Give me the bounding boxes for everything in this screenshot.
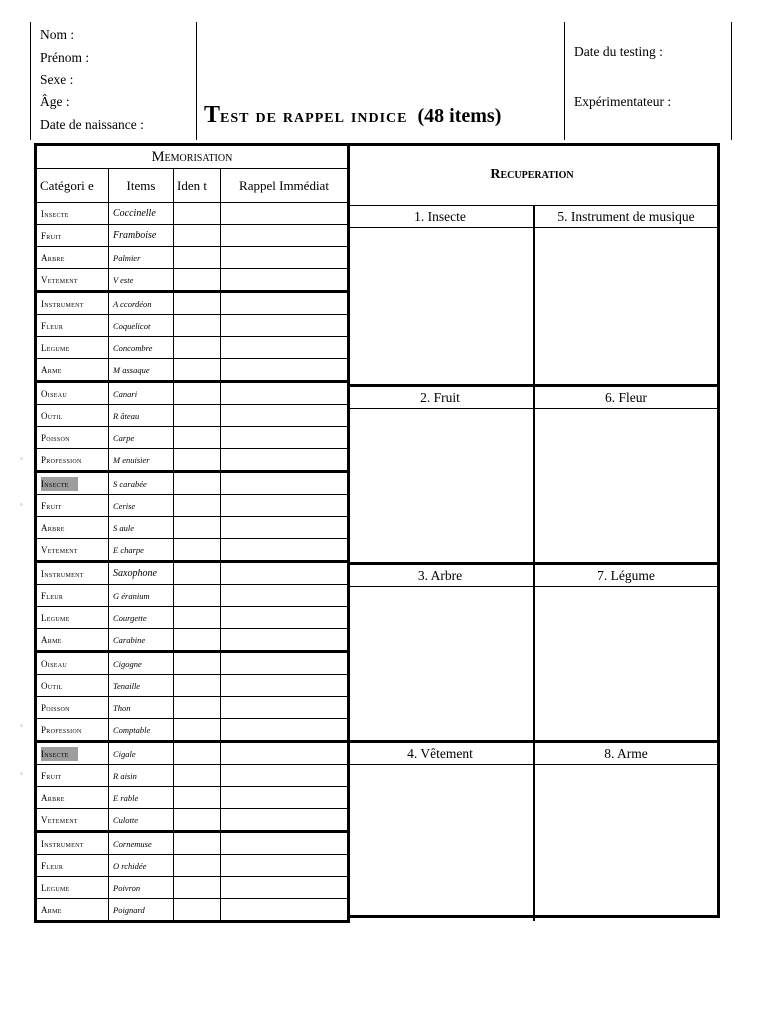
item-cell: S aule [109,517,174,539]
category-cell [36,449,109,472]
table-row [36,697,349,719]
category-label: Profession [41,454,82,465]
recall-category-vetement: 4. Vêtement [347,743,533,765]
table-row [36,675,349,697]
col-header-ident: Iden t [174,169,221,203]
category-cell [36,517,109,539]
category-label: Arbre [41,252,65,263]
item-cell: Framboise [109,225,174,247]
rappel-cell[interactable] [221,517,349,539]
table-row [36,539,349,562]
rappel-cell[interactable] [221,652,349,675]
recall-category-fleur: 6. Fleur [533,387,717,409]
recall-category-arbre: 3. Arbre [347,565,533,587]
table-row [36,269,349,292]
ident-cell[interactable] [174,315,221,337]
table-row [36,585,349,607]
category-cell [36,315,109,337]
recall-block [347,206,717,384]
ident-cell[interactable] [174,247,221,269]
item-cell: Culotte [109,809,174,832]
field-experimentateur: Expérimentateur : [574,94,672,109]
rappel-cell[interactable] [221,607,349,629]
field-sexe: Sexe : [40,72,74,87]
ident-cell[interactable] [174,719,221,742]
rappel-cell[interactable] [221,225,349,247]
item-cell: M enuisier [109,449,174,472]
category-label: Legume [41,612,70,623]
category-cell [36,562,109,585]
ident-cell[interactable] [174,449,221,472]
col-header-rappel: Rappel Immédiat [221,169,349,203]
rappel-cell[interactable] [221,539,349,562]
item-cell: V este [109,269,174,292]
item-cell: Carabine [109,629,174,652]
item-cell: O rchidée [109,855,174,877]
table-row [36,809,349,832]
category-cell [36,765,109,787]
item-cell: Concombre [109,337,174,359]
category-cell [36,539,109,562]
item-cell: A ccordéon [109,292,174,315]
category-label: Fruit [41,230,62,241]
category-label: Fleur [41,320,64,331]
table-row [36,899,349,922]
rappel-cell[interactable] [221,697,349,719]
ident-cell[interactable] [174,292,221,315]
category-cell [36,292,109,315]
category-label: Vetement [41,274,78,285]
rappel-cell[interactable] [221,449,349,472]
item-cell: Courgette [109,607,174,629]
column-divider [533,765,535,921]
ident-cell[interactable] [174,675,221,697]
testing-box [564,22,732,140]
category-label: Oiseau [41,658,67,669]
rappel-cell[interactable] [221,787,349,809]
recall-category-instrument: 5. Instrument de musique [533,206,717,228]
memorisation-title: Memorisation [36,145,349,169]
recall-category-legume: 7. Légume [533,565,717,587]
ident-cell[interactable] [174,855,221,877]
table-row [36,359,349,382]
identity-box [30,22,197,140]
item-cell: S carabée [109,472,174,495]
rappel-cell[interactable] [221,315,349,337]
item-cell: E rable [109,787,174,809]
item-cell: Saxophone [109,562,174,585]
recall-category-fruit: 2. Fruit [347,387,533,409]
table-row [36,877,349,899]
table-row [36,742,349,765]
item-cell: R aisin [109,765,174,787]
category-label: Insecte [41,208,69,219]
ident-cell[interactable] [174,359,221,382]
item-cell: R âteau [109,405,174,427]
ident-cell[interactable] [174,809,221,832]
table-row [36,247,349,269]
table-row [36,337,349,359]
item-cell: Poignard [109,899,174,922]
category-cell [36,472,109,495]
recall-block [347,740,717,921]
ident-cell[interactable] [174,269,221,292]
item-cell: Thon [109,697,174,719]
ident-cell[interactable] [174,203,221,225]
ident-cell[interactable] [174,899,221,922]
item-cell: G éranium [109,585,174,607]
category-cell [36,225,109,247]
category-cell [36,899,109,922]
category-label: Legume [41,342,70,353]
ident-cell[interactable] [174,405,221,427]
table-row [36,495,349,517]
rappel-cell[interactable] [221,269,349,292]
category-label: Instrument [41,568,84,579]
ident-cell[interactable] [174,225,221,247]
category-label: Profession [41,724,82,735]
margin-mark: ◦ [20,454,23,463]
recall-category-arme: 8. Arme [533,743,717,765]
rappel-cell[interactable] [221,359,349,382]
ident-cell[interactable] [174,832,221,855]
table-row [36,315,349,337]
category-label: Insecte [41,747,78,761]
table-row [36,629,349,652]
category-label: Fruit [41,500,62,511]
table-row [36,225,349,247]
table-row [36,427,349,449]
category-label: Instrument [41,298,84,309]
recall-block [347,384,717,562]
rappel-cell[interactable] [221,719,349,742]
item-cell: Cerise [109,495,174,517]
item-cell: Carpe [109,427,174,449]
field-age: Âge : [40,94,70,109]
category-label: Vetement [41,544,78,555]
category-cell [36,855,109,877]
field-date-naissance: Date de naissance : [40,117,144,132]
title-count: (48 items) [417,105,502,127]
category-cell [36,337,109,359]
category-cell [36,697,109,719]
ident-cell[interactable] [174,562,221,585]
category-cell [36,675,109,697]
category-cell [36,203,109,225]
field-date-testing: Date du testing : [574,44,663,59]
category-cell [36,652,109,675]
category-label: Fleur [41,860,64,871]
table-row [36,719,349,742]
title-initial: T [204,102,221,128]
category-label: Fleur [41,590,64,601]
table-row [36,652,349,675]
recall-category-insecte: 1. Insecte [347,206,533,228]
item-cell: Cigogne [109,652,174,675]
rappel-cell[interactable] [221,742,349,765]
rappel-cell[interactable] [221,382,349,405]
rappel-cell[interactable] [221,405,349,427]
ident-cell[interactable] [174,427,221,449]
category-cell [36,719,109,742]
rappel-cell[interactable] [221,629,349,652]
title-text: est de rappel indice [220,105,408,127]
rappel-cell[interactable] [221,877,349,899]
rappel-cell[interactable] [221,855,349,877]
category-cell [36,359,109,382]
table-row [36,855,349,877]
rappel-cell[interactable] [221,832,349,855]
item-cell: E charpe [109,539,174,562]
item-cell: Comptable [109,719,174,742]
item-cell: M assaque [109,359,174,382]
ident-cell[interactable] [174,787,221,809]
column-divider [533,587,535,740]
rappel-cell[interactable] [221,765,349,787]
category-cell [36,629,109,652]
rappel-cell[interactable] [221,495,349,517]
column-divider [533,228,535,384]
category-label: Fruit [41,770,62,781]
ident-cell[interactable] [174,472,221,495]
item-cell: Coccinelle [109,203,174,225]
ident-cell[interactable] [174,742,221,765]
category-label: Arme [41,634,62,645]
rappel-cell[interactable] [221,675,349,697]
ident-cell[interactable] [174,337,221,359]
ident-cell[interactable] [174,652,221,675]
category-label: Oiseau [41,388,67,399]
rappel-cell[interactable] [221,337,349,359]
category-label: Arme [41,904,62,915]
recuperation-title: Recuperation [347,146,717,206]
category-label: Poisson [41,432,70,443]
col-header-categorie: Catégori e [36,169,109,203]
table-row [36,405,349,427]
item-cell: Cigale [109,742,174,765]
table-row [36,765,349,787]
category-cell [36,742,109,765]
ident-cell[interactable] [174,382,221,405]
rappel-cell[interactable] [221,472,349,495]
rappel-cell[interactable] [221,899,349,922]
item-cell: Poivron [109,877,174,899]
category-label: Legume [41,882,70,893]
category-cell [36,382,109,405]
table-row [36,517,349,539]
field-nom: Nom : [40,27,75,42]
rappel-cell[interactable] [221,809,349,832]
category-cell [36,607,109,629]
category-cell [36,585,109,607]
recall-block [347,562,717,740]
category-label: Arbre [41,522,65,533]
rappel-cell[interactable] [221,247,349,269]
category-cell [36,832,109,855]
item-cell: Cornemuse [109,832,174,855]
recuperation-panel [347,143,720,918]
page-title [204,102,501,129]
margin-mark: ◦ [20,500,23,509]
category-label: Outil [41,410,63,421]
category-label: Outil [41,680,63,691]
category-label: Arbre [41,792,65,803]
item-cell: Tenaille [109,675,174,697]
category-cell [36,247,109,269]
category-cell [36,877,109,899]
rappel-cell[interactable] [221,203,349,225]
rappel-cell[interactable] [221,562,349,585]
table-row [36,382,349,405]
category-label: Insecte [41,477,78,491]
memorisation-table [34,143,350,923]
table-row [36,607,349,629]
table-row [36,449,349,472]
margin-mark: ◦ [20,721,23,730]
table-row [36,562,349,585]
category-label: Arme [41,364,62,375]
column-divider [533,409,535,562]
category-cell [36,405,109,427]
category-cell [36,809,109,832]
ident-cell[interactable] [174,877,221,899]
category-label: Poisson [41,702,70,713]
category-cell [36,269,109,292]
rappel-cell[interactable] [221,292,349,315]
table-row [36,292,349,315]
category-cell [36,495,109,517]
category-cell [36,787,109,809]
ident-cell[interactable] [174,495,221,517]
rappel-cell[interactable] [221,427,349,449]
ident-cell[interactable] [174,697,221,719]
table-row [36,787,349,809]
ident-cell[interactable] [174,765,221,787]
rappel-cell[interactable] [221,585,349,607]
ident-cell[interactable] [174,629,221,652]
col-header-items: Items [109,169,174,203]
category-label: Instrument [41,838,84,849]
table-row [36,203,349,225]
category-label: Vetement [41,814,78,825]
ident-cell[interactable] [174,585,221,607]
item-cell: Palmier [109,247,174,269]
ident-cell[interactable] [174,539,221,562]
category-cell [36,427,109,449]
item-cell: Canari [109,382,174,405]
table-row [36,832,349,855]
margin-mark: ◦ [20,769,23,778]
item-cell: Coquelicot [109,315,174,337]
ident-cell[interactable] [174,517,221,539]
table-row [36,472,349,495]
field-prenom: Prénom : [40,50,90,65]
ident-cell[interactable] [174,607,221,629]
